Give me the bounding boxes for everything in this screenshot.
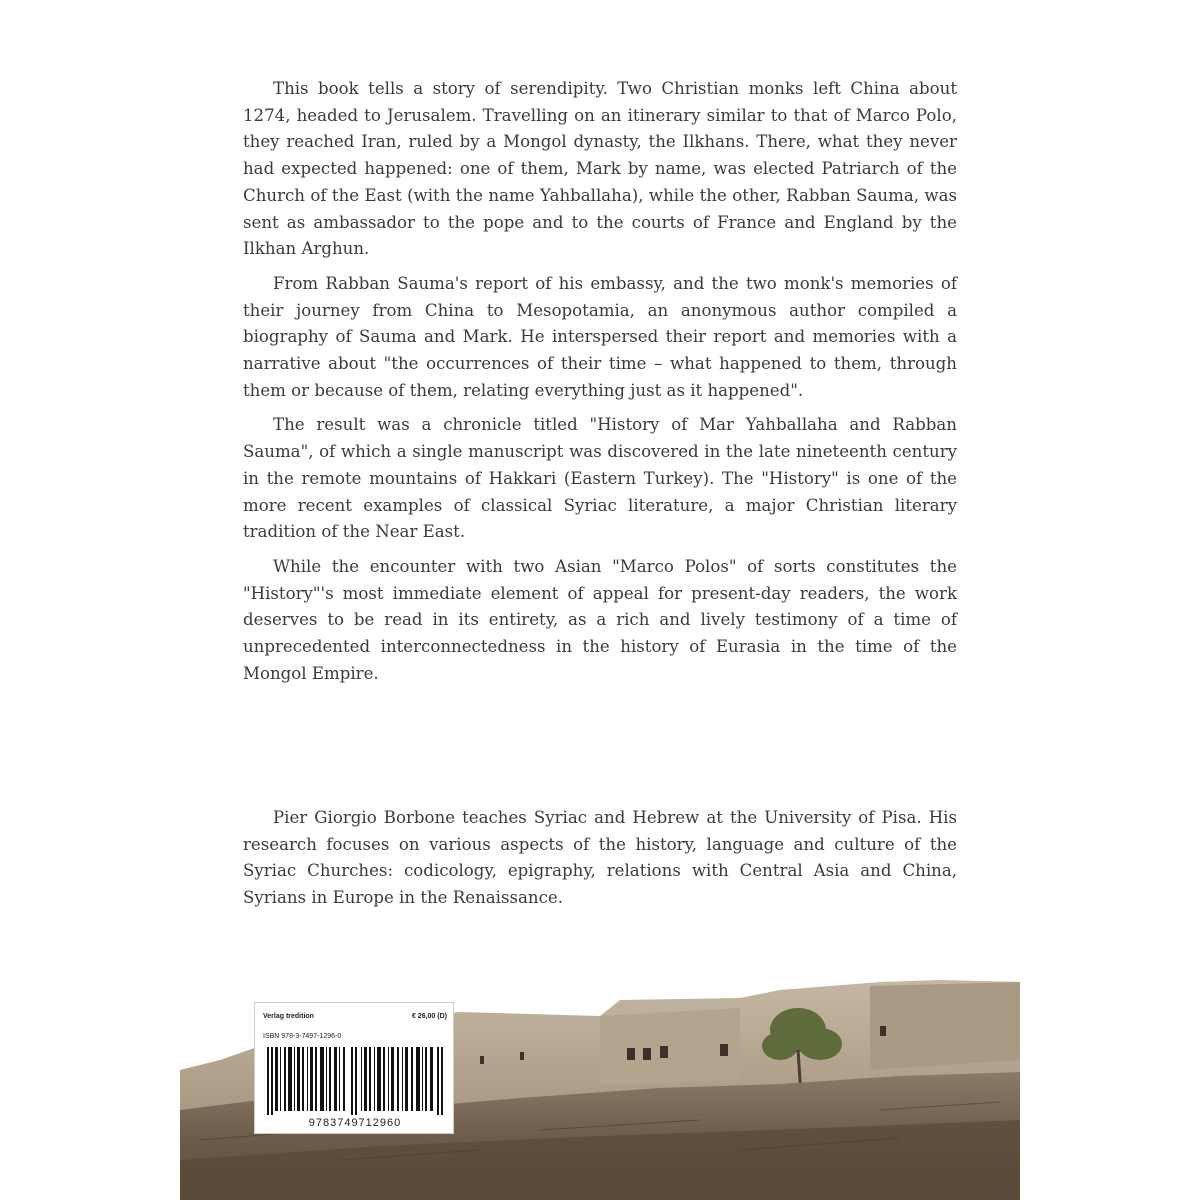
barcode-bars (267, 1047, 443, 1115)
description-paragraph-1: This book tells a story of serendipity. Two Christian monks left China about 1274, headed to Jerusalem. Travelling on an itinerary similar to that of Marco Polo, they reached Iran, ruled by a Mongol dynasty, the Ilkhans. There, what they never had expected happened: one of them, Mark by name, was elected Patriarch of the Church of the East (with the name Yahballaha), while the other, Rabban Sauma, was sent as ambassador to the pope and to the courts of France and England by the Ilkhan Arghun. (243, 79, 957, 259)
barcode-label (254, 1002, 454, 1134)
isbn-number: ISBN 978-3-7497-1296-0 (263, 1033, 342, 1040)
description-text (243, 76, 957, 695)
ean-number: 9783749712960 (308, 1117, 402, 1129)
price: € 26,00 (D) (411, 1013, 447, 1020)
description-paragraph-2: From Rabban Sauma's report of his embassy, and the two monk's memories of their journey from China to Mesopotamia, an anonymous author compiled a biography of Sauma and Mark. He interspersed their report and memories with a narrative about "the occurrences of their time – what happened to them, through them or because of them, relating everything just as it happened". (243, 273, 957, 400)
publisher-price-line (263, 1013, 447, 1020)
publisher-name: Verlag tredition (263, 1013, 314, 1020)
description-paragraph-4: While the encounter with two Asian "Marco Polos" of sorts constitutes the "History"'s most immediate element of appeal for present-day readers, the work deserves to be read in its entirety, as a rich and lively testimony of a time of unprecedented interconnectedness in the history of Eurasia in the time of the Mongol Empire. (243, 556, 957, 683)
author-bio-text: Pier Giorgio Borbone teaches Syriac and Hebrew at the University of Pisa. His research focuses on various aspects of the history, language and culture of the Syriac Churches: codicology, epigraphy, relations with Central Asia and China, Syrians in Europe in the Renaissance. (243, 808, 957, 908)
author-bio (243, 805, 957, 912)
description-paragraph-3: The result was a chronicle titled "History of Mar Yahballaha and Rabban Sauma", of which a single manuscript was discovered in the late nineteenth century in the remote mountains of Hakkari (Eastern Turkey). The "History" is one of the more recent examples of classical Syriac literature, a major Christian literary tradition of the Near East. (243, 415, 957, 542)
